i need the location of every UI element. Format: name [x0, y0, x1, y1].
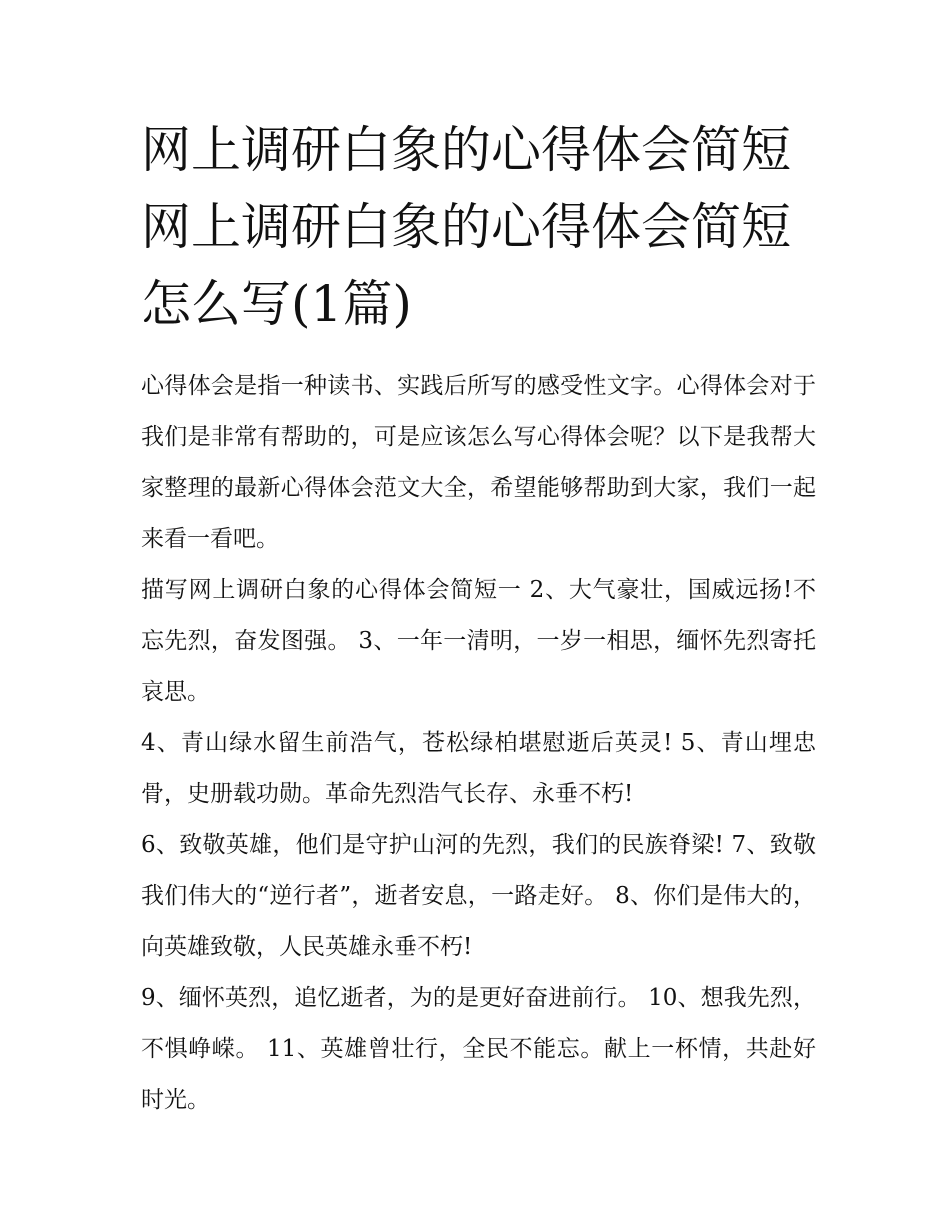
paragraph-4: 9、缅怀英烈，追忆逝者，为的是更好奋进前行。 10、想我先烈，不惧峥嵘。 11、英雄曾壮行，全民不能忘。献上一杯情，共赴好时光。 [141, 985, 816, 1113]
paragraph-2: 4、青山绿水留生前浩气，苍松绿柏堪慰逝后英灵! 5、青山埋忠骨，史册载功勋。革命先烈浩气长存、永垂不朽! [141, 730, 816, 807]
paragraph-3: 6、致敬英雄，他们是守护山河的先烈，我们的民族脊梁! 7、致敬我们伟大的“逆行者”，逝者安息，一路走好。 8、你们是伟大的，向英雄致敬，人民英雄永垂不朽! [141, 832, 816, 960]
document-body [141, 361, 816, 1126]
paragraph-1: 描写网上调研白象的心得体会简短一 2、大气豪壮，国威远扬!不忘先烈，奋发图强。 3、一年一清明，一岁一相思，缅怀先烈寄托哀思。 [141, 577, 816, 705]
document-title: 网上调研白象的心得体会简短网上调研白象的心得体会简短怎么写(1篇) [141, 121, 791, 333]
paragraph-intro: 心得体会是指一种读书、实践后所写的感受性文字。心得体会对于我们是非常有帮助的，可是应该怎么写心得体会呢？以下是我帮大家整理的最新心得体会范文大全，希望能够帮助到大家，我们一起来看一看吧。 [141, 373, 816, 552]
document-page [141, 112, 816, 1126]
